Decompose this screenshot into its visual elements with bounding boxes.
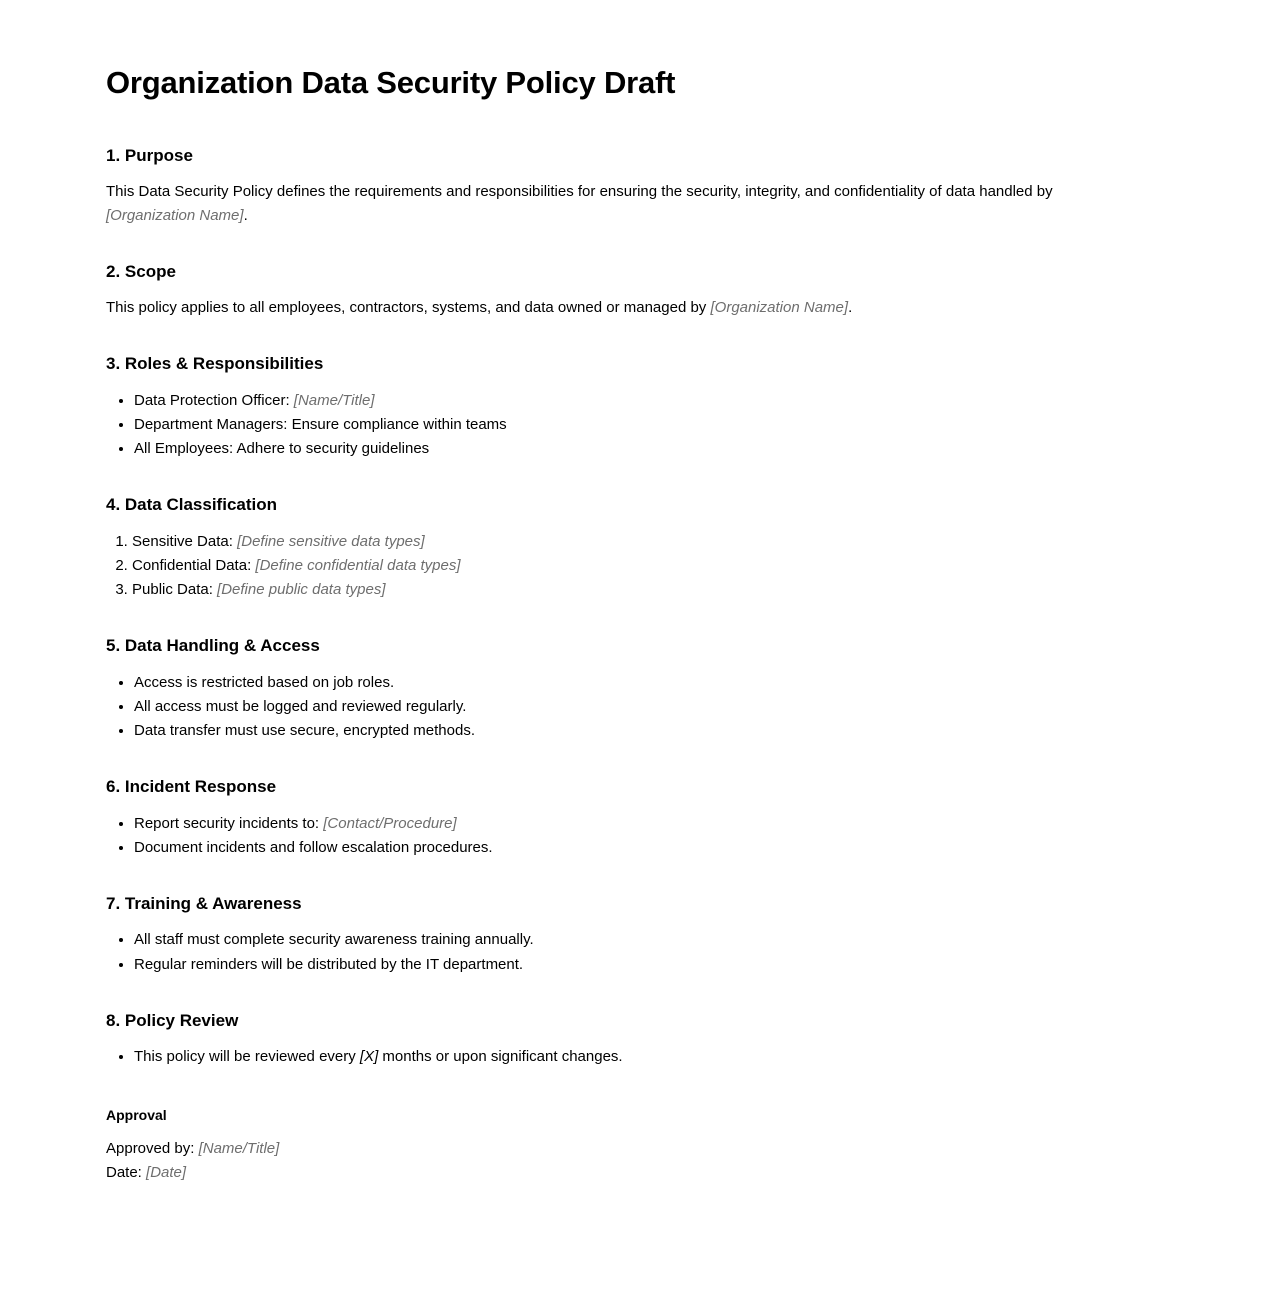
list-item xyxy=(134,812,1172,835)
paragraph-tail: . xyxy=(243,206,248,224)
list-item xyxy=(134,671,1172,694)
section-heading: 2. Scope xyxy=(106,261,176,281)
list-item xyxy=(134,719,1172,742)
list-item-text: Document incidents and follow escalation procedures. xyxy=(134,838,493,856)
list-item-text: Department Managers: Ensure compliance within teams xyxy=(134,415,507,433)
section-list xyxy=(106,389,1172,461)
paragraph-tail: . xyxy=(848,299,853,317)
list-item xyxy=(134,437,1172,460)
section-heading: 5. Data Handling & Access xyxy=(106,636,320,656)
list-item-text: Confidential Data: xyxy=(132,556,256,574)
list-item-placeholder: [Define confidential data types] xyxy=(255,556,461,574)
approval-block xyxy=(106,1106,1172,1186)
list-item-text: Sensitive Data: xyxy=(132,532,238,550)
list-item xyxy=(134,836,1172,859)
section-heading: 8. Policy Review xyxy=(106,1010,239,1030)
section-list xyxy=(106,530,1172,602)
list-item-text: Public Data: xyxy=(132,581,218,599)
document-section xyxy=(106,261,1172,320)
section-heading: 3. Roles & Responsibilities xyxy=(106,354,324,374)
list-item xyxy=(134,695,1172,718)
list-item xyxy=(134,413,1172,436)
list-item-text: Report security incidents to: xyxy=(134,814,324,832)
list-item-tail: months or upon significant changes. xyxy=(378,1048,623,1066)
approved-by-label: Approved by: xyxy=(106,1139,199,1157)
paragraph-placeholder: [Organization Name] xyxy=(106,206,244,224)
document-section xyxy=(106,353,1172,460)
section-heading: 7. Training & Awareness xyxy=(106,894,302,914)
list-item-placeholder: [Define sensitive data types] xyxy=(237,532,425,550)
date-placeholder: [Date] xyxy=(146,1164,187,1182)
paragraph-lead: This policy applies to all employees, contractors, systems, and data owned or managed by xyxy=(106,299,711,317)
list-item xyxy=(134,1045,1172,1068)
list-item-lead: This policy will be reviewed every xyxy=(134,1048,360,1066)
section-heading: 6. Incident Response xyxy=(106,777,277,797)
list-item-text: Data transfer must use secure, encrypted methods. xyxy=(134,722,475,740)
approval-heading: Approval xyxy=(106,1107,167,1124)
list-item-placeholder: [Contact/Procedure] xyxy=(323,814,457,832)
section-list xyxy=(106,812,1172,860)
document-section xyxy=(106,776,1172,859)
list-item-placeholder: [Define public data types] xyxy=(217,581,386,599)
list-item xyxy=(132,530,1172,553)
list-item-text: All access must be logged and reviewed regularly. xyxy=(134,697,467,715)
list-item-text: Access is restricted based on job roles. xyxy=(134,673,395,691)
section-paragraph xyxy=(106,296,1121,319)
list-item xyxy=(132,578,1172,601)
section-heading: 4. Data Classification xyxy=(106,495,278,515)
list-item xyxy=(134,389,1172,412)
list-item xyxy=(134,928,1172,951)
approved-by-line xyxy=(106,1137,1172,1162)
list-item-text: Regular reminders will be distributed by the IT department. xyxy=(134,955,524,973)
document-section xyxy=(106,635,1172,742)
document-section xyxy=(106,494,1172,601)
list-item-text: All Employees: Adhere to security guidelines xyxy=(134,440,430,458)
list-item-text: All staff must complete security awareness training annually. xyxy=(134,931,534,949)
section-list xyxy=(106,671,1172,743)
sections-container xyxy=(106,145,1172,1068)
paragraph-lead: This Data Security Policy defines the requirements and responsibilities for ensuring the security, integrity, and confidentiality of data handled by xyxy=(106,183,1053,201)
section-heading: 1. Purpose xyxy=(106,146,193,166)
section-paragraph xyxy=(106,180,1121,227)
list-item-emphasis: [X] xyxy=(359,1048,379,1066)
date-label: Date: xyxy=(106,1164,147,1182)
page-title: Organization Data Security Policy Draft xyxy=(106,65,676,100)
section-list xyxy=(106,1045,1172,1068)
document-section xyxy=(106,1010,1172,1069)
section-list xyxy=(106,928,1172,976)
list-item xyxy=(134,953,1172,976)
approved-by-placeholder: [Name/Title] xyxy=(198,1139,280,1157)
date-line xyxy=(106,1161,1172,1186)
document-section xyxy=(106,893,1172,976)
list-item-placeholder: [Name/Title] xyxy=(293,391,375,409)
list-item-text: Data Protection Officer: xyxy=(134,391,294,409)
list-item xyxy=(132,554,1172,577)
paragraph-placeholder: [Organization Name] xyxy=(710,299,849,317)
document-section xyxy=(106,145,1172,227)
